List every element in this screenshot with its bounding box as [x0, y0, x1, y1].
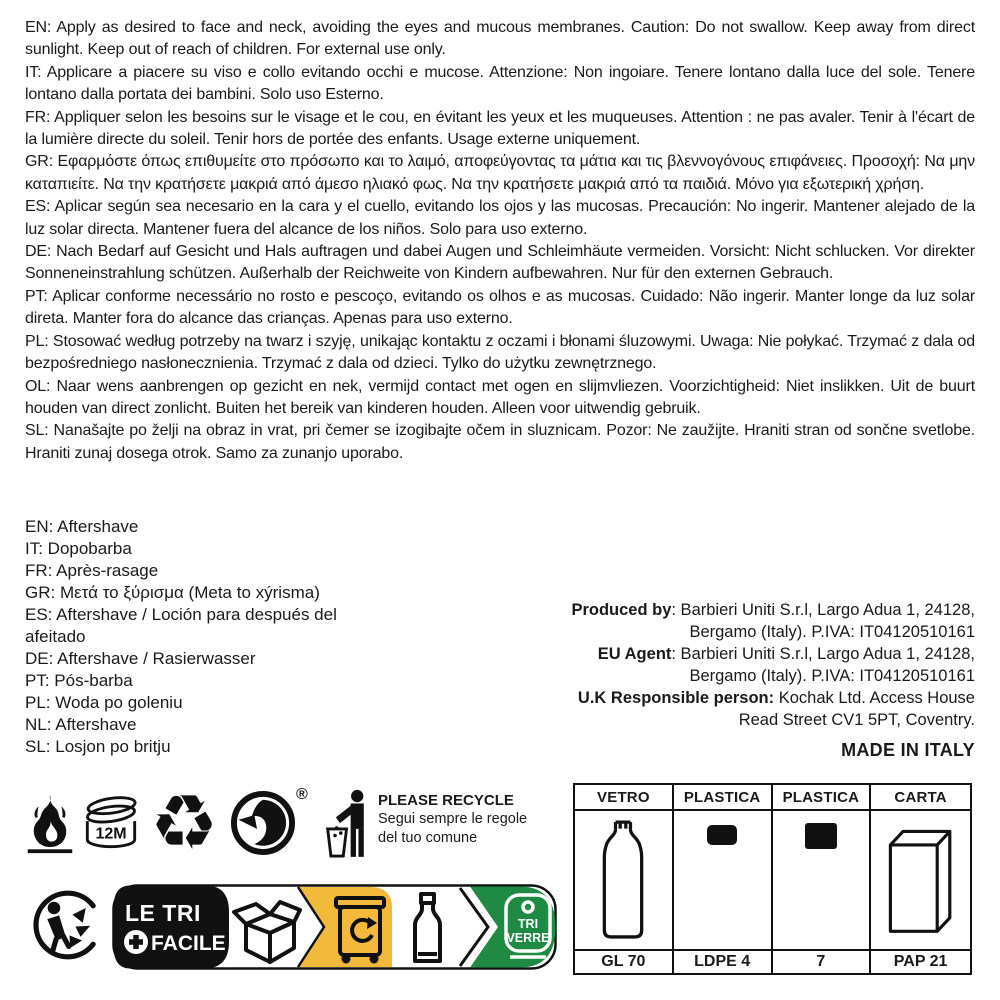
glass-bottle-icon [575, 811, 674, 949]
directions-pl: PL: Stosować według potrzeby na twarz i szyję, unikając kontaktu z oczami i błonami śluzowymi. Uwaga: Nie połykać. Trzymać z dala od bezpośredniego nasłonecznienia. Trzymać z dala od dzieci. Tylko do użytku zewnętrznego. [25, 332, 975, 373]
sorting-banner [112, 884, 557, 970]
company-info [500, 599, 975, 731]
directions-sl: SL: Nanašajte po želji na obraz in vrat, pri čemer se izogibajte očem in sluznicam. Pozor: Ne zaužijte. Hraniti stran od sončne svetlobe. Hraniti zunaj dosega otrok. Samo za zunanjo uporabo. [25, 422, 975, 462]
material-code-gl70: GL 70 [575, 949, 674, 973]
product-names-list [25, 516, 360, 758]
directions-block [25, 17, 975, 465]
material-code-7: 7 [773, 949, 872, 973]
producer-line: Bergamo (Italy). P.IVA: IT04120510161 [689, 623, 975, 641]
plastic-cap-square-icon [773, 811, 872, 949]
directions-gr: GR: Εφαρμόστε όπως επιθυμείτε στο πρόσωπο και το λαιμό, αποφεύγοντας τα μάτια και τις βλεννογόνους επιφάνειες. Προσοχή: Να μην καταπιείτε. Να την κρατήσετε μακριά από άμεσο ηλιακό φως. Να την κρατήσετε μακριά από τα παιδιά. Μόνο για εξωτερική χρήση. [25, 153, 975, 193]
svg-text:12M: 12M [95, 825, 127, 843]
directions-es: ES: Aplicar según sea necesario en la cara y el cuello, evitando los ojos y las mucosas. Precaución: No ingerir. Mantener alejado de la luz solar directa. Mantener fuera del alcance de los niños. Solo para uso externo. [25, 198, 975, 238]
flammable-icon [27, 789, 73, 859]
material-code-ldpe4: LDPE 4 [674, 949, 773, 973]
table-header-plastica-1: PLASTICA [674, 785, 773, 811]
product-name: PT: Pós-barba [25, 671, 133, 690]
mobius-recycle-icon: ♻ [150, 778, 219, 867]
uk-responsible-line: Read Street CV1 5PT, Coventry. [738, 711, 975, 729]
banner-title-line1: LE TRI [125, 900, 201, 926]
product-name: PL: Woda po goleniu [25, 693, 183, 712]
product-name: GR: Μετά το ξύρισμα (Meta to xýrisma) [25, 583, 320, 602]
pao-12m-icon [79, 793, 143, 853]
product-name: IT: Dopobarba [25, 539, 132, 558]
svg-text:TRI: TRI [517, 917, 539, 931]
banner-label-plate [114, 886, 230, 969]
product-name: FR: Après-rasage [25, 561, 159, 580]
recycle-note-line: Segui sempre le regole [378, 811, 528, 827]
materials-table [573, 783, 972, 975]
directions-fr: FR: Appliquer selon les besoins sur le visage et le cou, en évitant les yeux et les muqueuses. Attention : ne pas avaler. Tenir à l'écart de la lumière directe du soleil. Tenir hors de portée des enfants. Usage externe uniquement. [25, 108, 975, 149]
triman-icon [30, 888, 106, 962]
svg-text:VERRE: VERRE [506, 931, 550, 945]
registered-trademark-icon: ® [296, 786, 308, 803]
directions-en: EN: Apply as desired to face and neck, avoiding the eyes and mucous membranes. Caution: Do not swallow. Keep away from direct sunlight. Keep out of reach of children. For external use only. [25, 19, 975, 59]
recycle-note [378, 791, 558, 847]
table-header-plastica-2: PLASTICA [773, 785, 872, 811]
banner-title-line2: FACILE [151, 932, 226, 955]
material-code-pap21: PAP 21 [871, 949, 970, 973]
table-header-carta: CARTA [871, 785, 970, 811]
table-header-vetro: VETRO [575, 785, 674, 811]
product-name: EN: Aftershave [25, 517, 139, 536]
recycle-note-title: PLEASE RECYCLE [378, 792, 514, 809]
cardboard-box-icon [871, 811, 970, 949]
product-name: SL: Losjon po britju [25, 737, 171, 756]
directions-pt: PT: Aplicar conforme necessário no rosto e pescoço, evitando os olhos e as mucosas. Cuidado: Não ingerir. Manter longe da luz solar direta. Manter fora do alcance das crianças. Apenas para uso externo. [25, 287, 975, 328]
product-name: NL: Aftershave [25, 715, 137, 734]
tidyman-icon [326, 788, 372, 860]
directions-nl: OL: Naar wens aanbrengen op gezicht en nek, vermijd contact met ogen en slijmvliezen. Voorzichtigheid: Niet inslikken. Uit de buurt houden van direct zonlicht. Buiten het bereik van kinderen houden. Alleen voor uitwendig gebruik. [25, 377, 975, 417]
eu-agent-line: EU Agent: Barbieri Uniti S.r.l, Largo Adua 1, 24128, [597, 645, 975, 663]
eu-agent-line: Bergamo (Italy). P.IVA: IT04120510161 [689, 667, 975, 685]
producer-line: Produced by: Barbieri Uniti S.r.l, Largo Adua 1, 24128, [571, 601, 975, 619]
product-name: DE: Aftershave / Rasierwasser [25, 649, 256, 668]
made-in-italy: MADE IN ITALY [841, 740, 975, 760]
green-point-icon [230, 790, 296, 856]
plastic-cap-small-icon [674, 811, 773, 949]
product-name: ES: Aftershave / Loción para después del afeitado [25, 605, 337, 646]
uk-responsible-line: U.K Responsible person: Kochak Ltd. Access House [577, 689, 975, 707]
recycle-note-line: del tuo comune [378, 829, 478, 846]
directions-it: IT: Applicare a piacere su viso e collo evitando occhi e mucose. Attenzione: Non ingoiare. Tenere lontano dalla luce del sole. Tenere lontano dalla portata dei bambini. Solo uso Esterno. [25, 63, 975, 104]
directions-de: DE: Nach Bedarf auf Gesicht und Hals auftragen und dabei Augen und Schleimhäute vermeiden. Vorsicht: Nicht schlucken. Vor direkter Sonneneinstrahlung schützen. Außerhalb der Reichweite von Kindern aufbewahren. Nur für den externen Gebrauch. [25, 243, 975, 283]
